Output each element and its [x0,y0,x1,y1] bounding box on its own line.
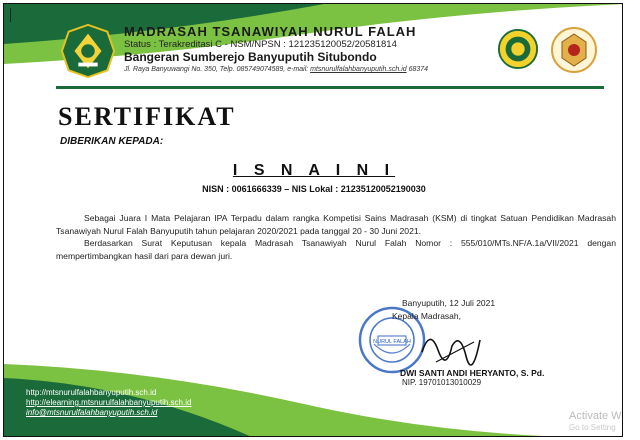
footer-links [26,388,191,418]
body-paragraph-1: Sebagai Juara I Mata Pelajaran IPA Terpadu dalam rangka Kompetisi Sains Madrasah (KSM) di tingkat Satuan Pendidikan Madrasah Tsanawiyah Nurul Falah Banyuputih tahun pelajaran 2020/2021 pada tanggal 20 - 30 Juni 2021. [56,213,616,236]
given-to-label: DIBERIKAN KEPADA: [60,136,164,147]
recipient-id: NISN : 0061666339 – NIS Lokal : 21235120052190030 [202,184,426,194]
school-header [124,24,484,75]
activate-windows-watermark [569,410,640,433]
school-emblem-icon [497,28,539,70]
osis-emblem-icon [550,26,598,74]
school-location: Bangeran Sumberejo Banyuputih Situbondo [124,50,377,64]
certificate-page [3,3,623,437]
email-link[interactable]: info@mtsnurulfalahbanyuputih.sch.id [26,408,158,417]
sign-date: Banyuputih, 12 Juli 2021 [402,298,496,308]
certificate-title: SERTIFIKAT [58,102,236,131]
address-suffix: 68374 [406,66,429,73]
elearning-link[interactable]: http://elearning.mtsnurulfalahbanyuputih.sch.id [26,398,192,407]
stamp-label: NURUL FALAH [373,339,411,345]
website-link[interactable]: http://mtsnurulfalahbanyuputih.sch.id [26,388,157,397]
signer-name: DWI SANTI ANDI HERYANTO, S. Pd. [400,368,545,378]
signature-icon [416,322,486,372]
recipient-name: I S N A I N I [232,162,396,179]
school-status: Status : Terakreditasi C - NSM/NPSN : 121235120052/20581814 [124,39,397,50]
recipient-name-wrap [4,162,623,180]
school-name: MADRASAH TSANAWIYAH NURUL FALAH [124,24,417,39]
certificate-body [56,212,616,262]
school-address [124,65,484,75]
address-prefix: Jl. Raya Banyuwangi No. 350, Telp. 085749074589, e-mail: [124,66,311,73]
address-email: mtsnurulfalahbanyuputih.sch.id [310,66,407,73]
body-paragraph-2: Berdasarkan Surat Keputusan kepala Madrasah Tsanawiyah Nurul Falah Nomor : 555/010/MTs.NF/A.1a/VII/2021 dengan mempertimbangkan hasil dari para dewan juri. [56,238,616,261]
activate-subtitle[interactable]: Go to Setting [569,423,616,432]
header-divider [56,86,604,89]
text-cursor-icon [10,8,11,22]
kemenag-logo-icon [59,22,117,80]
sign-role: Kepala Madrasah, [392,311,461,321]
activate-title: Activate W [569,410,622,422]
signer-nip: NIP. 19701013010029 [402,378,482,387]
